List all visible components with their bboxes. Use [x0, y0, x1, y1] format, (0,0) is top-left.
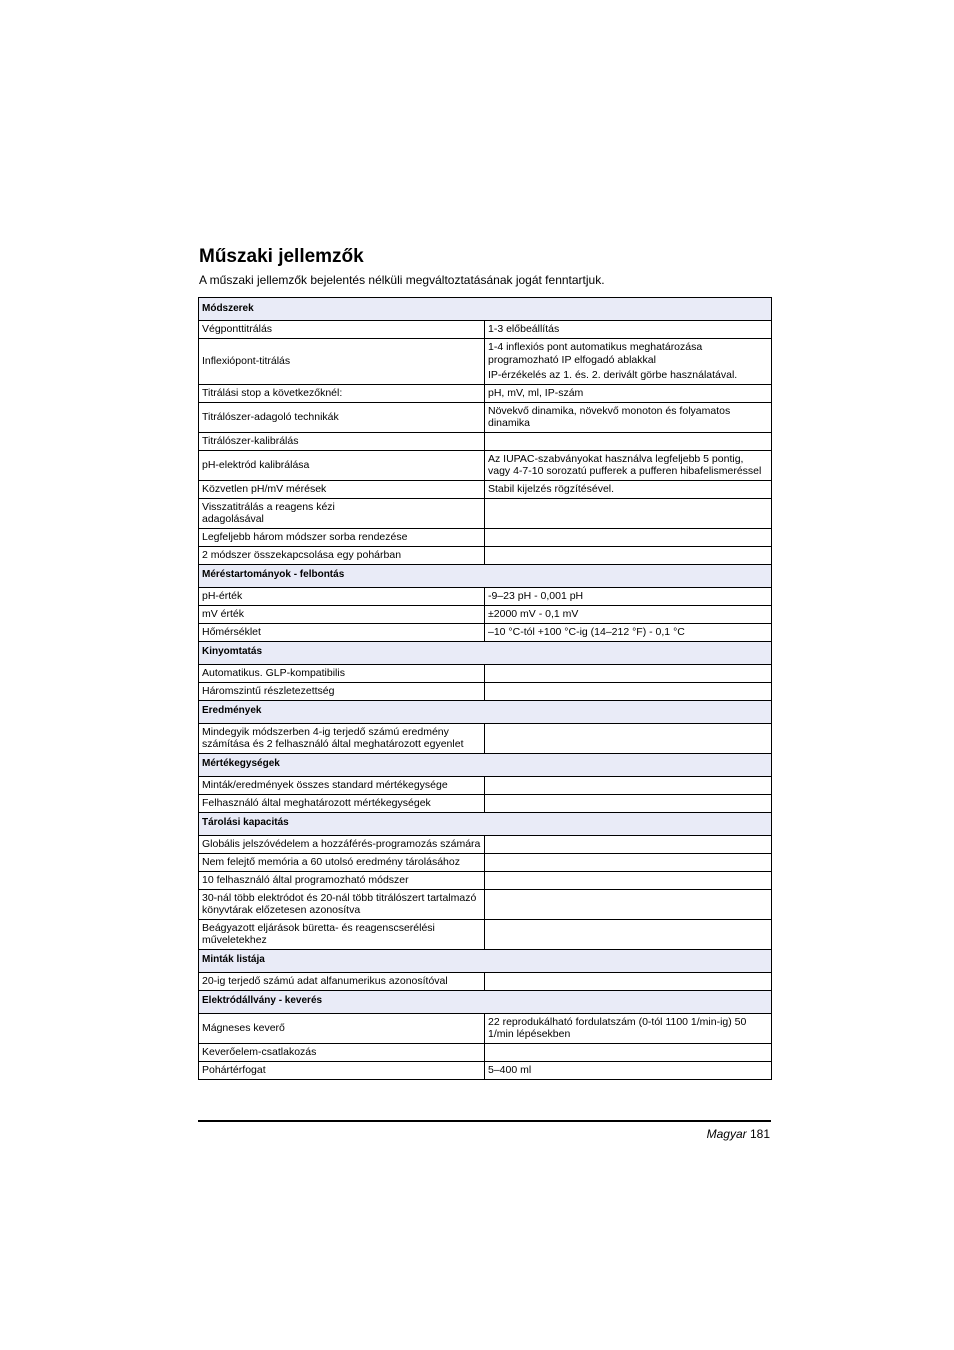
table-row — [199, 889, 772, 919]
spec-value — [485, 321, 772, 339]
spec-label: 10 felhasználó által programozható módszer — [199, 871, 485, 889]
table-row — [199, 919, 772, 949]
spec-label: pH-érték — [199, 587, 485, 605]
spec-label: Háromszintű részletezettség — [199, 682, 485, 700]
table-row — [199, 794, 772, 812]
section-header-row — [199, 753, 772, 776]
spec-label: Inflexiópont-titrálás — [199, 339, 485, 385]
spec-label: Beágyazott eljárások büretta- és reagenscserélési műveletekhez — [199, 919, 485, 949]
section-heading: Eredmények — [199, 700, 772, 723]
spec-label: Felhasználó által meghatározott mértékegységek — [199, 794, 485, 812]
spec-value — [485, 972, 772, 990]
section-heading: Tárolási kapacitás — [199, 812, 772, 835]
spec-label: Minták/eredmények összes standard mértékegysége — [199, 776, 485, 794]
spec-value-text: –10 °C-tól +100 °C-ig (14–212 °F) - 0,1 °C — [488, 625, 685, 638]
spec-value — [485, 1013, 772, 1043]
spec-value — [485, 776, 772, 794]
spec-value — [485, 682, 772, 700]
table-row — [199, 480, 772, 498]
spec-value-text: 5–400 ml — [488, 1063, 532, 1076]
spec-value — [485, 889, 772, 919]
spec-value-text: pH, mV, ml, IP-szám — [488, 386, 584, 399]
spec-value — [485, 605, 772, 623]
section-header-row — [199, 949, 772, 972]
section-heading: Kinyomtatás — [199, 641, 772, 664]
spec-label: Automatikus. GLP-kompatibilis — [199, 664, 485, 682]
spec-value-text: Stabil kijelzés rögzítésével. — [488, 482, 615, 495]
spec-value-text: Növekvő dinamika, növekvő monoton és folyamatos dinamika — [488, 404, 731, 429]
spec-label: Titrálószer-adagoló technikák — [199, 402, 485, 432]
section-heading: Minták listája — [199, 949, 772, 972]
spec-value — [485, 853, 772, 871]
spec-value-text: IP-érzékelés az 1. és. 2. derivált görbe használatával. — [488, 369, 738, 381]
footer-rule — [198, 1120, 771, 1122]
spec-value — [485, 664, 772, 682]
spec-label: 2 módszer összekapcsolása egy pohárban — [199, 546, 485, 564]
footer — [707, 1127, 770, 1141]
spec-value — [485, 432, 772, 450]
spec-label: pH-elektród kalibrálása — [199, 450, 485, 480]
spec-value — [485, 835, 772, 853]
table-row — [199, 1013, 772, 1043]
table-row — [199, 682, 772, 700]
section-heading: Mértékegységek — [199, 753, 772, 776]
table-row — [199, 623, 772, 641]
spec-value — [485, 498, 772, 528]
section-heading: Méréstartományok - felbontás — [199, 564, 772, 587]
spec-label: Globális jelszóvédelem a hozzáférés-programozás számára — [199, 835, 485, 853]
footer-page-number: 181 — [749, 1127, 770, 1141]
spec-label: Hőmérséklet — [199, 623, 485, 641]
spec-label: 20-ig terjedő számú adat alfanumerikus azonosítóval — [199, 972, 485, 990]
spec-value — [485, 480, 772, 498]
spec-label: Mágneses keverő — [199, 1013, 485, 1043]
table-row — [199, 498, 772, 528]
spec-table — [198, 297, 772, 1080]
section-header-row — [199, 812, 772, 835]
page-subtitle: A műszaki jellemzők bejelentés nélküli megváltoztatásának jogát fenntartjuk. — [199, 273, 605, 287]
table-row — [199, 664, 772, 682]
spec-value — [485, 546, 772, 564]
spec-value — [485, 528, 772, 546]
spec-value — [485, 384, 772, 402]
table-row — [199, 384, 772, 402]
spec-value-text: 1-4 inflexiós pont automatikus meghatározása programozható IP elfogadó ablakkal — [488, 341, 703, 366]
table-row — [199, 450, 772, 480]
table-row — [199, 723, 772, 753]
spec-value-text: 22 reprodukálható fordulatszám (0-tól 1100 1/min-ig) 50 1/min lépésekben — [488, 1015, 747, 1040]
section-header-row — [199, 641, 772, 664]
spec-value — [485, 339, 772, 385]
spec-value — [485, 919, 772, 949]
spec-value — [485, 871, 772, 889]
spec-value — [485, 794, 772, 812]
spec-label: Titrálószer-kalibrálás — [199, 432, 485, 450]
spec-value — [485, 402, 772, 432]
spec-value — [485, 450, 772, 480]
table-row — [199, 835, 772, 853]
table-row — [199, 546, 772, 564]
spec-label: Közvetlen pH/mV mérések — [199, 480, 485, 498]
table-row — [199, 339, 772, 385]
table-row — [199, 321, 772, 339]
table-row — [199, 432, 772, 450]
spec-label: Mindegyik módszerben 4-ig terjedő számú eredmény számítása és 2 felhasználó által meghatározott egyenlet — [199, 723, 485, 753]
spec-label: Titrálási stop a következőknél: — [199, 384, 485, 402]
table-row — [199, 1043, 772, 1061]
page-title: Műszaki jellemzők — [199, 246, 364, 267]
footer-language: Magyar — [706, 1127, 747, 1141]
table-row — [199, 528, 772, 546]
table-row — [199, 1061, 772, 1079]
table-row — [199, 871, 772, 889]
spec-value-text: 1-3 előbeállítás — [488, 323, 560, 336]
spec-label: Keverőelem-csatlakozás — [199, 1043, 485, 1061]
table-row — [199, 587, 772, 605]
section-header-row — [199, 990, 772, 1013]
spec-label: mV érték — [199, 605, 485, 623]
table-row — [199, 605, 772, 623]
table-row — [199, 776, 772, 794]
spec-table-body — [199, 298, 772, 1080]
section-heading: Módszerek — [199, 298, 772, 321]
spec-value-text: Az IUPAC-szabványokat használva legfeljebb 5 pontig, vagy 4-7-10 sorozatú pufferek a pufferen hibafelismeréssel — [488, 452, 762, 477]
spec-value — [485, 623, 772, 641]
section-header-row — [199, 564, 772, 587]
spec-label: 30-nál több elektródot és 20-nál több titrálószert tartalmazó könyvtárak előzetesen azonosítva — [199, 889, 485, 919]
spec-label: Legfeljebb három módszer sorba rendezése — [199, 528, 485, 546]
spec-label: Nem felejtő memória a 60 utolsó eredmény tárolásához — [199, 853, 485, 871]
spec-value — [485, 587, 772, 605]
section-heading: Elektródállvány - keverés — [199, 990, 772, 1013]
spec-value — [485, 723, 772, 753]
table-row — [199, 853, 772, 871]
spec-value-text: -9–23 pH - 0,001 pH — [488, 589, 584, 602]
table-row — [199, 972, 772, 990]
spec-label: Végponttitrálás — [199, 321, 485, 339]
spec-value — [485, 1061, 772, 1079]
spec-label: Pohártérfogat — [199, 1061, 485, 1079]
table-row — [199, 402, 772, 432]
spec-value-text: ±2000 mV - 0,1 mV — [488, 607, 579, 620]
spec-value — [485, 1043, 772, 1061]
section-header-row — [199, 700, 772, 723]
spec-label: Visszatitrálás a reagens kézi adagolásával — [199, 498, 485, 528]
section-header-row — [199, 298, 772, 321]
